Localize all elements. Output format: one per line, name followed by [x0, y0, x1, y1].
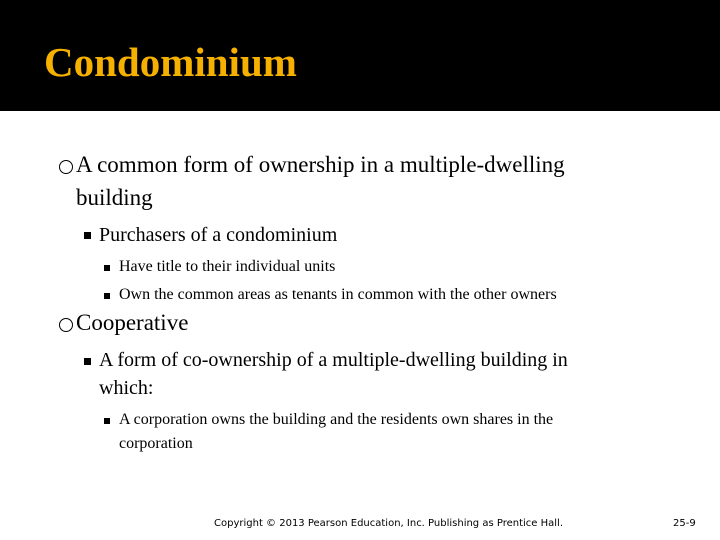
bullet-1-text-line-2: building: [76, 185, 153, 210]
copyright-footer: Copyright © 2013 Pearson Education, Inc. Publishing as Prentice Hall.: [214, 518, 563, 529]
square-bullet-icon: [104, 293, 110, 299]
slide-title: Condominium: [44, 39, 297, 85]
bullet-1-text-line-1: A common form of ownership in a multiple-dwelling: [76, 152, 565, 177]
bullet-2-sub-text-line-1: A form of co-ownership of a multiple-dwelling building in: [99, 349, 568, 371]
bullet-2-sub-item-line-2: corporation: [119, 435, 193, 452]
bullet-1-sub-item-1: Have title to their individual units: [119, 258, 336, 275]
hollow-circle-bullet-icon: [59, 160, 73, 174]
bullet-2-sub-item-line-1: A corporation owns the building and the residents own shares in the: [119, 411, 554, 428]
square-bullet-icon: [84, 358, 91, 365]
bullet-1-sub-text: Purchasers of a condominium: [99, 224, 338, 246]
bullet-1-sub-item-2: Own the common areas as tenants in common with the other owners: [119, 286, 557, 303]
square-bullet-icon: [84, 232, 91, 239]
page-number: 25-9: [673, 518, 696, 529]
bullet-2-sub-text-line-2: which:: [99, 377, 154, 399]
hollow-circle-bullet-icon: [59, 318, 73, 332]
square-bullet-icon: [104, 418, 110, 424]
bullet-2-text: Cooperative: [76, 310, 189, 335]
square-bullet-icon: [104, 265, 110, 271]
